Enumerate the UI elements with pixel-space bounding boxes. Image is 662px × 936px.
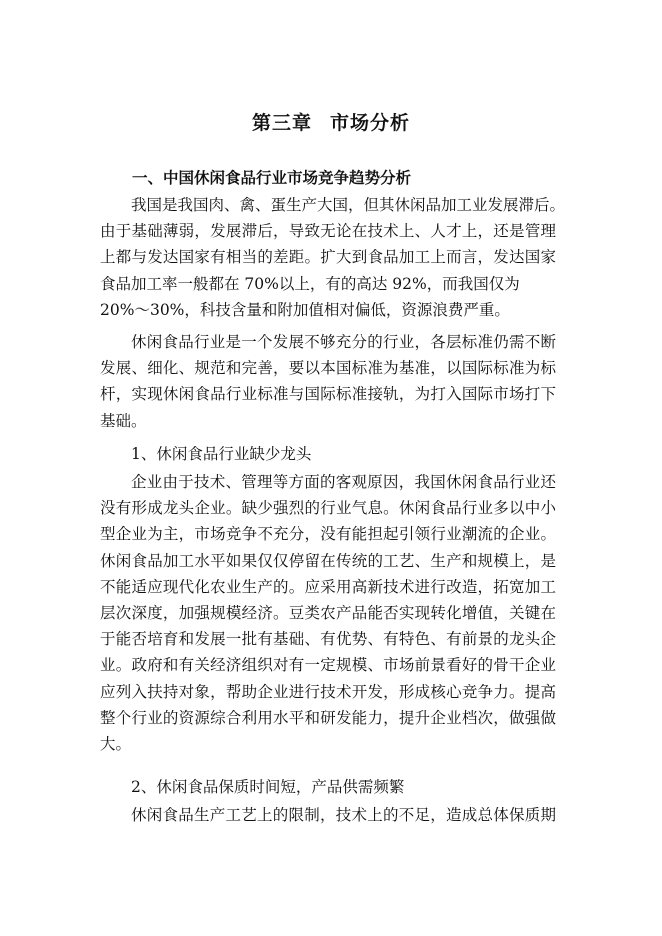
paragraph-line: 业。政府和有关经济组织对有一定规模、市场前景看好的骨干企业 bbox=[100, 656, 556, 675]
paragraph-line: 杆，实现休闲食品行业标准与国际标准接轨，为打入国际市场打下 bbox=[100, 385, 556, 404]
paragraph-line: 企业由于技术、管理等方面的客观原因，我国休闲食品行业还 bbox=[131, 473, 556, 491]
paragraph-1 bbox=[100, 192, 566, 323]
paragraph-line: 于能否培育和发展一批有基础、有优势、有特色、有前景的龙头企 bbox=[100, 630, 556, 649]
paragraph-line: 上都与发达国家有相当的差距。扩大到食品加工上而言，发达国家 bbox=[100, 248, 556, 267]
paragraph-line: 不能适应现代化农业生产的。应采用高新技术进行改造，拓宽加工 bbox=[100, 577, 556, 596]
paragraph-line: 应列入扶持对象，帮助企业进行技术开发，形成核心竞争力。提高 bbox=[100, 682, 556, 701]
chapter-title bbox=[0, 108, 662, 138]
paragraph-line: 休闲食品生产工艺上的限制，技术上的不足，造成总体保质期 bbox=[131, 806, 556, 824]
paragraph-2 bbox=[100, 329, 556, 434]
paragraph-4 bbox=[100, 802, 556, 828]
paragraph-line: 休闲食品行业是一个发展不够充分的行业，各层标准仍需不断 bbox=[131, 333, 556, 351]
subsection-heading-2: 2、休闲食品保质时间短，产品供需频繁 bbox=[131, 778, 405, 796]
paragraph-line: 20%～30%，科技含量和附加值相对偏低，资源浪费严重。 bbox=[100, 300, 510, 319]
subsection-heading-1: 1、休闲食品行业缺少龙头 bbox=[131, 445, 312, 463]
chapter-number: 第三章 bbox=[251, 112, 312, 134]
chapter-name: 市场分析 bbox=[330, 112, 411, 134]
paragraph-line: 型企业为主，市场竞争不充分，没有能担起引领行业潮流的企业。 bbox=[100, 525, 556, 544]
paragraph-line: 休闲食品加工水平如果仅仅停留在传统的工艺、生产和规模上，是 bbox=[100, 551, 556, 570]
paragraph-line: 没有形成龙头企业。缺少强烈的行业气息。休闲食品行业多以中小 bbox=[100, 499, 556, 518]
paragraph-line: 基础。 bbox=[100, 411, 147, 430]
section-heading: 一、中国休闲食品行业市场竞争趋势分析 bbox=[132, 169, 412, 187]
paragraph-3 bbox=[100, 469, 556, 757]
paragraph-line: 食品加工率一般都在 70%以上，有的高达 92%，而我国仅为 bbox=[100, 274, 520, 293]
paragraph-line: 整个行业的资源综合利用水平和研发能力，提升企业档次，做强做 bbox=[100, 708, 556, 727]
paragraph-line: 由于基础薄弱，发展滞后，导致无论在技术上、人才上，还是管理 bbox=[100, 222, 556, 241]
paragraph-line: 大。 bbox=[100, 734, 132, 753]
paragraph-line: 发展、细化、规范和完善，要以本国标准为基准，以国际标准为标 bbox=[100, 359, 556, 378]
paragraph-line: 层次深度，加强规模经济。豆类农产品能否实现转化增值，关键在 bbox=[100, 603, 556, 622]
paragraph-line: 我国是我国肉、禽、蛋生产大国，但其休闲品加工业发展滞后。 bbox=[131, 196, 566, 214]
